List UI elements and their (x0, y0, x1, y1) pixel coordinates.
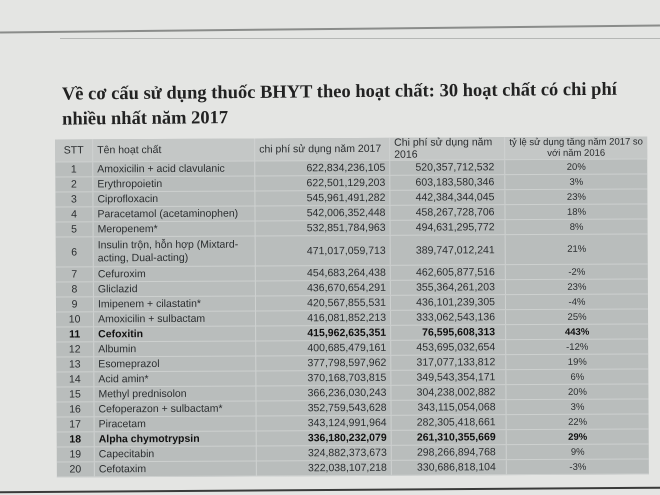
row-growth: -12% (566, 341, 589, 353)
header-growth: tỷ lệ sử dụng tăng năm 2017 so với năm 2016 (509, 136, 643, 159)
row-stt: 20 (57, 462, 95, 476)
row-name: Amoxicilin + acid clavulanic (93, 162, 255, 177)
row-cost-2016: 282,305,418,661 (392, 415, 507, 430)
row-cost-2017: 324,882,373,673 (257, 446, 392, 461)
row-cost-2017: 377,798,597,962 (256, 356, 391, 371)
row-cost-2016: 436,101,239,305 (391, 295, 506, 310)
row-name: Amoxicilin + sulbactam (94, 312, 256, 327)
row-stt: 8 (56, 282, 94, 296)
row-growth: 22% (568, 416, 588, 428)
row-cost-2017: 622,501,129,203 (255, 176, 390, 191)
row-cost-2016: 520,357,712,532 (390, 160, 505, 175)
row-stt: 19 (57, 447, 95, 461)
row-name: Cefotaxim (95, 462, 257, 477)
row-name: Paracetamol (acetaminophen) (93, 207, 255, 222)
row-growth: -3% (569, 461, 587, 473)
row-cost-2017: 352,759,543,628 (256, 401, 391, 416)
row-stt: 3 (55, 192, 93, 206)
row-name: Albumin (94, 342, 256, 357)
row-name: Cefoperazon + sulbactam* (94, 402, 256, 417)
row-growth: 3% (570, 401, 585, 413)
row-cost-2017: 415,962,635,351 (256, 326, 391, 341)
row-growth: 23% (566, 191, 586, 203)
row-name: Alpha chymotrypsin (95, 432, 257, 447)
row-stt: 14 (56, 372, 94, 386)
row-stt: 6 (56, 237, 94, 266)
row-stt: 11 (56, 327, 94, 341)
row-cost-2017: 366,236,030,243 (256, 386, 391, 401)
row-growth: 9% (570, 446, 585, 458)
row-cost-2016: 494,631,295,772 (391, 220, 506, 235)
table-header (55, 136, 647, 162)
row-cost-2016: 343,115,054,068 (391, 400, 506, 415)
row-growth: 6% (570, 371, 585, 383)
row-stt: 5 (56, 222, 94, 236)
row-growth: 20% (567, 386, 587, 398)
row-name: Cefuroxim (94, 267, 256, 282)
table-body (55, 159, 649, 477)
row-cost-2016: 333,062,543,136 (391, 310, 506, 325)
row-cost-2017: 471,017,059,713 (256, 236, 391, 266)
row-cost-2017: 416,081,852,213 (256, 311, 391, 326)
row-cost-2017: 400,685,479,161 (256, 341, 391, 356)
row-stt: 17 (57, 417, 95, 431)
row-name: Erythropoietin (93, 177, 255, 192)
row-name: Acid amin* (94, 372, 256, 387)
row-cost-2017: 420,567,855,531 (256, 296, 391, 311)
row-cost-2016: 458,267,728,706 (390, 205, 505, 220)
row-stt: 2 (55, 177, 93, 191)
row-cost-2017: 532,851,784,963 (256, 221, 391, 236)
header-cost-2017: chi phí sử dụng năm 2017 (255, 138, 390, 161)
row-cost-2017: 436,670,654,291 (256, 281, 391, 296)
row-growth: 18% (566, 206, 587, 218)
page-divider (60, 38, 660, 39)
header-cost-2016: Chi phí sử dụng năm 2016 (390, 137, 505, 160)
row-name: Gliclazid (94, 282, 256, 297)
row-name: Cefoxitin (94, 327, 256, 342)
drug-cost-table (55, 136, 649, 477)
page-edge (0, 25, 660, 34)
header-name: Tên hoạt chất (93, 139, 255, 162)
row-growth: 3% (569, 176, 584, 188)
row-cost-2016: 261,310,355,669 (392, 430, 507, 445)
row-growth: 25% (567, 311, 587, 323)
row-growth: 8% (569, 221, 584, 233)
row-cost-2017: 545,961,491,282 (255, 191, 390, 206)
row-cost-2016: 453,695,032,654 (391, 340, 506, 355)
row-cost-2016: 355,364,261,203 (391, 280, 506, 295)
table-row (56, 234, 648, 267)
header-stt: STT (55, 139, 93, 161)
row-cost-2017: 322,038,107,218 (257, 461, 392, 476)
row-stt: 9 (56, 297, 94, 311)
row-stt: 16 (56, 402, 94, 416)
row-stt: 12 (56, 342, 94, 356)
row-cost-2017: 542,006,352,448 (255, 206, 390, 221)
row-cost-2016: 330,686,818,104 (392, 460, 507, 475)
row-name: Capecitabin (95, 447, 257, 462)
row-cost-2017: 343,124,991,964 (257, 416, 392, 431)
row-stt: 13 (56, 357, 94, 371)
row-growth: 29% (568, 431, 588, 443)
row-cost-2016: 317,077,133,812 (391, 355, 506, 370)
row-cost-2016: 298,266,894,768 (392, 445, 507, 460)
row-stt: 10 (56, 312, 94, 326)
row-growth: 443% (564, 326, 590, 338)
row-growth: 19% (567, 356, 587, 368)
row-stt: 1 (55, 162, 93, 176)
row-cost-2017: 454,683,264,438 (256, 266, 391, 281)
row-growth: 21% (567, 243, 587, 255)
row-name: Piracetam (95, 417, 257, 432)
row-cost-2016: 442,384,344,045 (390, 190, 505, 205)
row-cost-2016: 462,605,877,516 (391, 265, 506, 280)
document-title: Về cơ cấu sử dụng thuốc BHYT theo hoạt chất: 30 hoạt chất có chi phí nhiều nhất năm 2017 (61, 79, 617, 130)
row-cost-2016: 603,183,580,346 (390, 175, 505, 190)
row-name: Insulin trộn, hỗn hợp (Mixtard-acting, Dual-acting) (94, 237, 256, 267)
row-cost-2016: 304,238,002,882 (391, 385, 506, 400)
row-stt: 18 (57, 432, 95, 446)
table-row (57, 459, 649, 477)
row-growth: 20% (566, 161, 586, 173)
row-name: Methyl prednisolon (94, 387, 256, 402)
row-growth: -4% (568, 296, 586, 308)
row-stt: 7 (56, 267, 94, 281)
row-cost-2016: 76,595,608,313 (391, 325, 506, 340)
row-growth: 23% (567, 281, 587, 293)
row-stt: 4 (55, 207, 93, 221)
row-cost-2016: 349,543,354,171 (391, 370, 506, 385)
row-cost-2016: 389,747,012,241 (391, 235, 506, 265)
row-name: Esomeprazol (94, 357, 256, 372)
page-bottom-edge (0, 487, 660, 494)
row-cost-2017: 370,168,703,815 (256, 371, 391, 386)
row-stt: 15 (56, 387, 94, 401)
row-cost-2017: 622,834,236,105 (255, 161, 390, 176)
row-growth: -2% (568, 266, 586, 278)
row-cost-2017: 336,180,232,079 (257, 431, 392, 446)
row-name: Imipenem + cilastatin* (94, 297, 256, 312)
row-name: Ciprofloxacin (93, 192, 255, 207)
row-name: Meropenem* (94, 222, 256, 237)
